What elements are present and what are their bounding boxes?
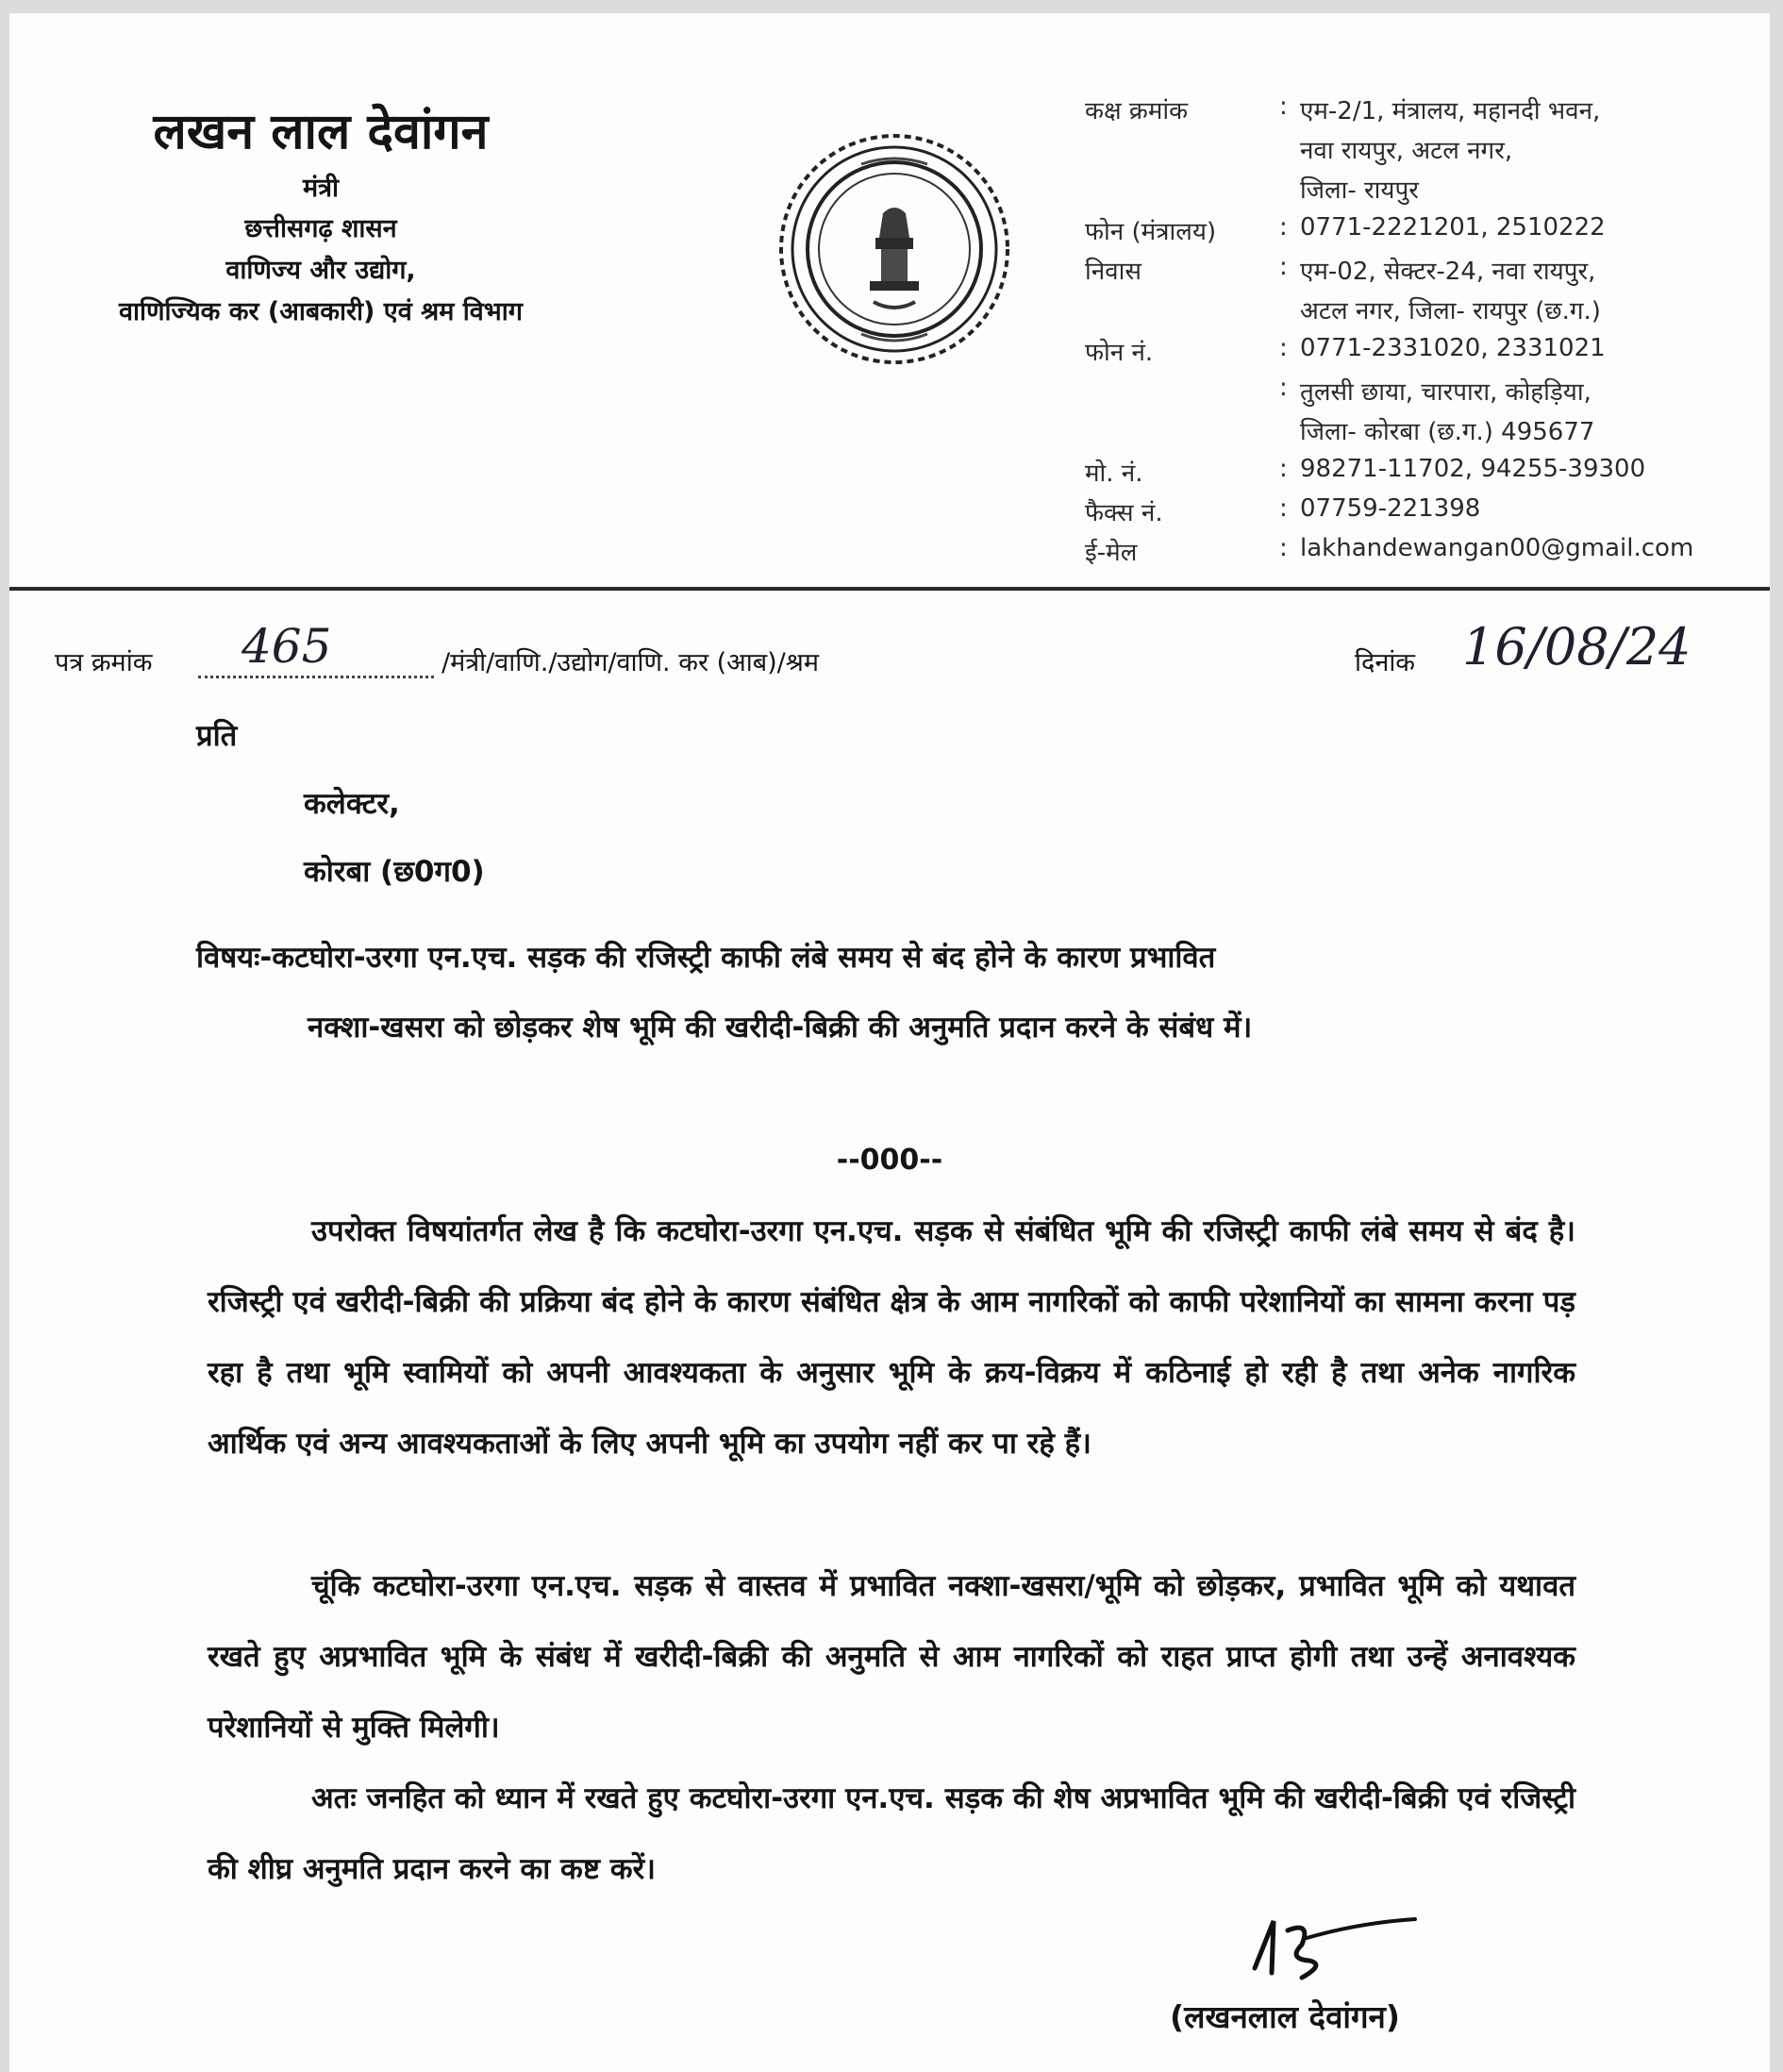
contact-label: कक्ष क्रमांक [1085,97,1189,125]
paragraph-3: अतः जनहित को ध्यान में रखते हुए कटघोरा-उरगा एन.एच. सड़क की शेष अप्रभावित भूमि की खरीदी-बिक्री एवं रजिस्ट्री की शीघ्र अनुमति प्रदान करने का कष्ट करें। [208,1781,1575,1886]
letter-page [9,13,1770,2072]
contact-separator: : [1279,494,1288,523]
reference-dotted-line [198,676,434,678]
contact-value: नवा रायपुर, अटल नगर, [1300,137,1513,165]
government-name: छत्तीसगढ़ शासन [244,214,397,243]
contact-value: 0771-2221201, 2510222 [1300,213,1606,242]
contact-label: फोन नं. [1085,339,1154,367]
contact-value: जिला- रायपुर [1300,176,1419,205]
contact-value: lakhandewangan00@gmail.com [1300,534,1694,562]
reference-number: 465 [242,619,332,674]
contact-value: 0771-2331020, 2331021 [1300,334,1606,362]
paragraph-1: उपरोक्त विषयांतर्गत लेख है कि कटघोरा-उरगा एन.एच. सड़क से संबंधित भूमि की रजिस्ट्री काफी लंबे समय से बंद है। रजिस्ट्री एवं खरीदी-बिक्री की प्रक्रिया बंद होने के कारण संबंधित क्षेत्र के आम नागरिकों को काफी परेशानियों का सामना करना पड़ रहा है तथा भूमि स्वामियों को अपनी आवश्यकता के अनुसार भूमि के क्रय-विक्रय में कठिनाई हो रही है तथा अनेक नागरिक आर्थिक एवं अन्य आवश्यकताओं के लिए अपनी भूमि का उपयोग नहीं कर पा रहे हैं। [208,1214,1575,1461]
contact-label: निवास [1085,258,1141,286]
reference-label: पत्र क्रमांक [55,648,153,677]
contact-value: एम-2/1, मंत्रालय, महानदी भवन, [1300,97,1601,125]
header-divider [9,587,1770,591]
signatory-name: (लखनलाल देवांगन) [1170,1998,1400,2035]
addressee-prati: प्रति [196,719,238,753]
contact-value: 07759-221398 [1300,494,1481,523]
minister-name: लखन लाल देवांगन [153,104,489,160]
contact-value: 98271-11702, 94255-39300 [1300,455,1646,483]
subject-continuation: नक्शा-खसरा को छोड़कर शेष भूमि की खरीदी-बिक्री की अनुमति प्रदान करने के संबंध में। [308,1011,1253,1044]
letter-date: 16/08/24 [1462,617,1691,677]
contact-value: अटल नगर, जिला- रायपुर (छ.ग.) [1300,297,1601,326]
date-label: दिनांक [1355,648,1416,677]
contact-label: मो. नं. [1085,460,1143,488]
contact-label: फैक्स नं. [1085,499,1163,527]
contact-value: एम-02, सेक्टर-24, नवा रायपुर, [1300,258,1596,286]
minister-title: मंत्री [302,174,340,203]
letter-subject [196,923,1574,1062]
reference-suffix: /मंत्री/वाणि./उद्योग/वाणि. कर (आब)/श्रम [442,648,820,677]
contact-separator: : [1279,253,1288,281]
department-line-2: वाणिज्यिक कर (आबकारी) एवं श्रम विभाग [119,297,523,326]
contact-separator: : [1279,534,1288,562]
contact-value: तुलसी छाया, चारपारा, कोहड़िया, [1300,378,1591,407]
paragraph-2: चूंकि कटघोरा-उरगा एन.एच. सड़क से वास्तव में प्रभावित नक्शा-खसरा/भूमि को छोड़कर, प्रभावित भूमि को यथावत रखते हुए अप्रभावित भूमि के संबंध में खरीदी-बिक्री की अनुमति से आम नागरिकों को राहत प्राप्त होगी तथा उन्हें अनावश्यक परेशानियों से मुक्ति मिलेगी। [208,1569,1575,1745]
state-emblem-seal-icon [772,126,1017,372]
section-divider-mark: --000-- [836,1144,943,1177]
subject-first-line: विषयः-कटघोरा-उरगा एन.एच. सड़क की रजिस्ट्री काफी लंबे समय से बंद होने के कारण प्रभावित [196,941,1216,975]
department-line-1: वाणिज्य और उद्योग, [225,256,416,285]
contact-separator: : [1279,455,1288,483]
addressee-line-2: कोरबा (छ0ग0) [304,855,485,889]
contact-separator: : [1279,92,1288,121]
contact-separator: : [1279,334,1288,362]
contact-label: ई-मेल [1085,539,1138,567]
contact-separator: : [1279,213,1288,242]
contact-label: फोन (मंत्रालय) [1085,218,1217,246]
contact-separator: : [1279,374,1288,402]
handwritten-signature [1236,1902,1425,2006]
addressee-line-1: कलेक्टर, [304,787,400,821]
contact-value: जिला- कोरबा (छ.ग.) 495677 [1300,418,1595,446]
